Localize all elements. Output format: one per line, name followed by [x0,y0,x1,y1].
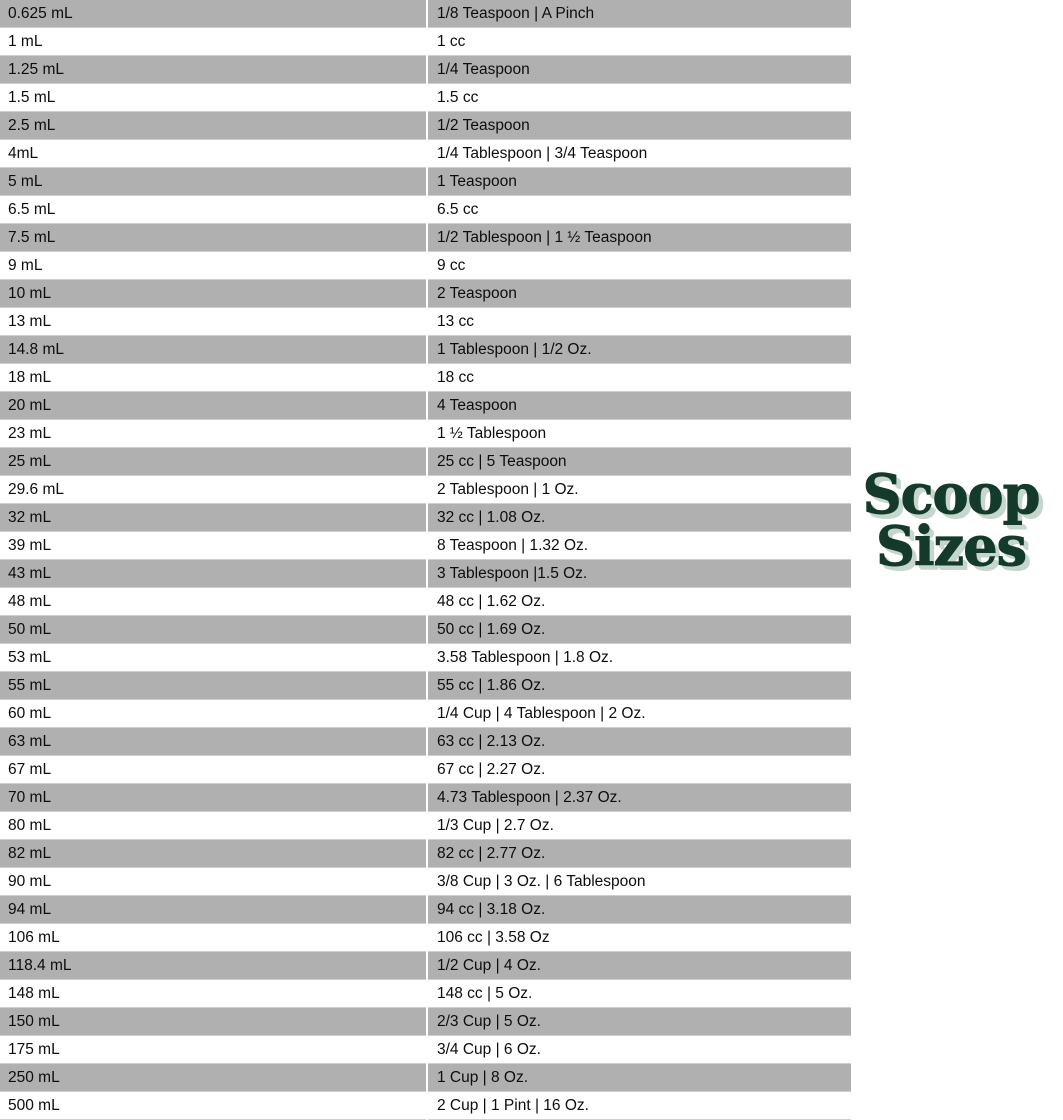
logo-line-top: Scoop [862,462,1040,526]
cell-equivalent: 32 cc | 1.08 Oz. [427,504,851,532]
table-row [0,252,851,280]
cell-equivalent: 1/4 Cup | 4 Tablespoon | 2 Oz. [427,700,851,728]
table-row [0,476,851,504]
table-row [0,812,851,840]
table-row [0,1092,851,1120]
cell-volume-ml: 148 mL [0,980,427,1008]
cell-equivalent: 13 cc [427,308,851,336]
cell-volume-ml: 1 mL [0,28,427,56]
cell-volume-ml: 67 mL [0,756,427,784]
cell-volume-ml: 20 mL [0,392,427,420]
cell-equivalent: 4 Teaspoon [427,392,851,420]
table-row [0,364,851,392]
table-row [0,504,851,532]
cell-equivalent: 67 cc | 2.27 Oz. [427,756,851,784]
cell-equivalent: 55 cc | 1.86 Oz. [427,672,851,700]
table-row [0,308,851,336]
cell-equivalent: 48 cc | 1.62 Oz. [427,588,851,616]
cell-volume-ml: 10 mL [0,280,427,308]
table-row [0,196,851,224]
cell-equivalent: 1/2 Cup | 4 Oz. [427,952,851,980]
cell-volume-ml: 250 mL [0,1064,427,1092]
table-row [0,868,851,896]
cell-volume-ml: 500 mL [0,1092,427,1120]
cell-equivalent: 1 Tablespoon | 1/2 Oz. [427,336,851,364]
cell-volume-ml: 4mL [0,140,427,168]
cell-equivalent: 3/4 Cup | 6 Oz. [427,1036,851,1064]
logo-line-bottom: Sizes [876,513,1026,578]
table-row [0,840,851,868]
table-row [0,140,851,168]
cell-equivalent: 1/4 Tablespoon | 3/4 Teaspoon [427,140,851,168]
cell-equivalent: 148 cc | 5 Oz. [427,980,851,1008]
cell-equivalent: 2 Teaspoon [427,280,851,308]
table-row [0,56,851,84]
table-row [0,280,851,308]
cell-volume-ml: 0.625 mL [0,0,427,28]
table-row [0,700,851,728]
table-row [0,924,851,952]
cell-equivalent: 94 cc | 3.18 Oz. [427,896,851,924]
cell-equivalent: 2 Tablespoon | 1 Oz. [427,476,851,504]
table-row [0,560,851,588]
cell-equivalent: 25 cc | 5 Teaspoon [427,448,851,476]
table-row [0,392,851,420]
cell-volume-ml: 29.6 mL [0,476,427,504]
cell-volume-ml: 32 mL [0,504,427,532]
cell-volume-ml: 23 mL [0,420,427,448]
cell-equivalent: 1 cc [427,28,851,56]
table-row [0,1008,851,1036]
cell-equivalent: 18 cc [427,364,851,392]
cell-equivalent: 50 cc | 1.69 Oz. [427,616,851,644]
table-row [0,756,851,784]
cell-volume-ml: 82 mL [0,840,427,868]
table-row [0,1064,851,1092]
cell-volume-ml: 1.5 mL [0,84,427,112]
cell-equivalent: 1/2 Tablespoon | 1 ½ Teaspoon [427,224,851,252]
table-row [0,532,851,560]
cell-volume-ml: 60 mL [0,700,427,728]
cell-volume-ml: 7.5 mL [0,224,427,252]
cell-equivalent: 3/8 Cup | 3 Oz. | 6 Tablespoon [427,868,851,896]
cell-equivalent: 9 cc [427,252,851,280]
cell-volume-ml: 175 mL [0,1036,427,1064]
cell-volume-ml: 25 mL [0,448,427,476]
cell-equivalent: 1 Teaspoon [427,168,851,196]
table-row [0,980,851,1008]
cell-equivalent: 6.5 cc [427,196,851,224]
cell-volume-ml: 50 mL [0,616,427,644]
cell-volume-ml: 150 mL [0,1008,427,1036]
cell-equivalent: 1 Cup | 8 Oz. [427,1064,851,1092]
table-row [0,28,851,56]
table-row [0,952,851,980]
cell-volume-ml: 118.4 mL [0,952,427,980]
cell-equivalent: 3 Tablespoon |1.5 Oz. [427,560,851,588]
cell-volume-ml: 80 mL [0,812,427,840]
cell-volume-ml: 106 mL [0,924,427,952]
table-row [0,672,851,700]
cell-volume-ml: 39 mL [0,532,427,560]
table-row [0,728,851,756]
table-row [0,224,851,252]
cell-volume-ml: 53 mL [0,644,427,672]
table-row [0,0,851,28]
cell-equivalent: 63 cc | 2.13 Oz. [427,728,851,756]
cell-volume-ml: 5 mL [0,168,427,196]
cell-volume-ml: 43 mL [0,560,427,588]
table-row [0,616,851,644]
cell-volume-ml: 14.8 mL [0,336,427,364]
cell-volume-ml: 6.5 mL [0,196,427,224]
table-row [0,84,851,112]
cell-volume-ml: 9 mL [0,252,427,280]
table-row [0,1036,851,1064]
cell-volume-ml: 70 mL [0,784,427,812]
table-row [0,112,851,140]
table-row [0,168,851,196]
cell-equivalent: 1/2 Teaspoon [427,112,851,140]
table-row [0,420,851,448]
table-row [0,588,851,616]
table-row [0,784,851,812]
cell-volume-ml: 18 mL [0,364,427,392]
scoop-sizes-logo [846,462,1056,605]
cell-equivalent: 1/3 Cup | 2.7 Oz. [427,812,851,840]
cell-volume-ml: 63 mL [0,728,427,756]
cell-equivalent: 3.58 Tablespoon | 1.8 Oz. [427,644,851,672]
table-row [0,336,851,364]
cell-equivalent: 82 cc | 2.77 Oz. [427,840,851,868]
cell-equivalent: 1 ½ Tablespoon [427,420,851,448]
table-row [0,644,851,672]
cell-equivalent: 106 cc | 3.58 Oz [427,924,851,952]
cell-equivalent: 2/3 Cup | 5 Oz. [427,1008,851,1036]
cell-volume-ml: 1.25 mL [0,56,427,84]
cell-volume-ml: 2.5 mL [0,112,427,140]
cell-equivalent: 4.73 Tablespoon | 2.37 Oz. [427,784,851,812]
cell-equivalent: 8 Teaspoon | 1.32 Oz. [427,532,851,560]
cell-equivalent: 1/8 Teaspoon | A Pinch [427,0,851,28]
cell-volume-ml: 55 mL [0,672,427,700]
cell-volume-ml: 48 mL [0,588,427,616]
cell-volume-ml: 90 mL [0,868,427,896]
cell-equivalent: 2 Cup | 1 Pint | 16 Oz. [427,1092,851,1120]
cell-volume-ml: 13 mL [0,308,427,336]
cell-equivalent: 1/4 Teaspoon [427,56,851,84]
table-row [0,448,851,476]
table-row [0,896,851,924]
cell-equivalent: 1.5 cc [427,84,851,112]
cell-volume-ml: 94 mL [0,896,427,924]
